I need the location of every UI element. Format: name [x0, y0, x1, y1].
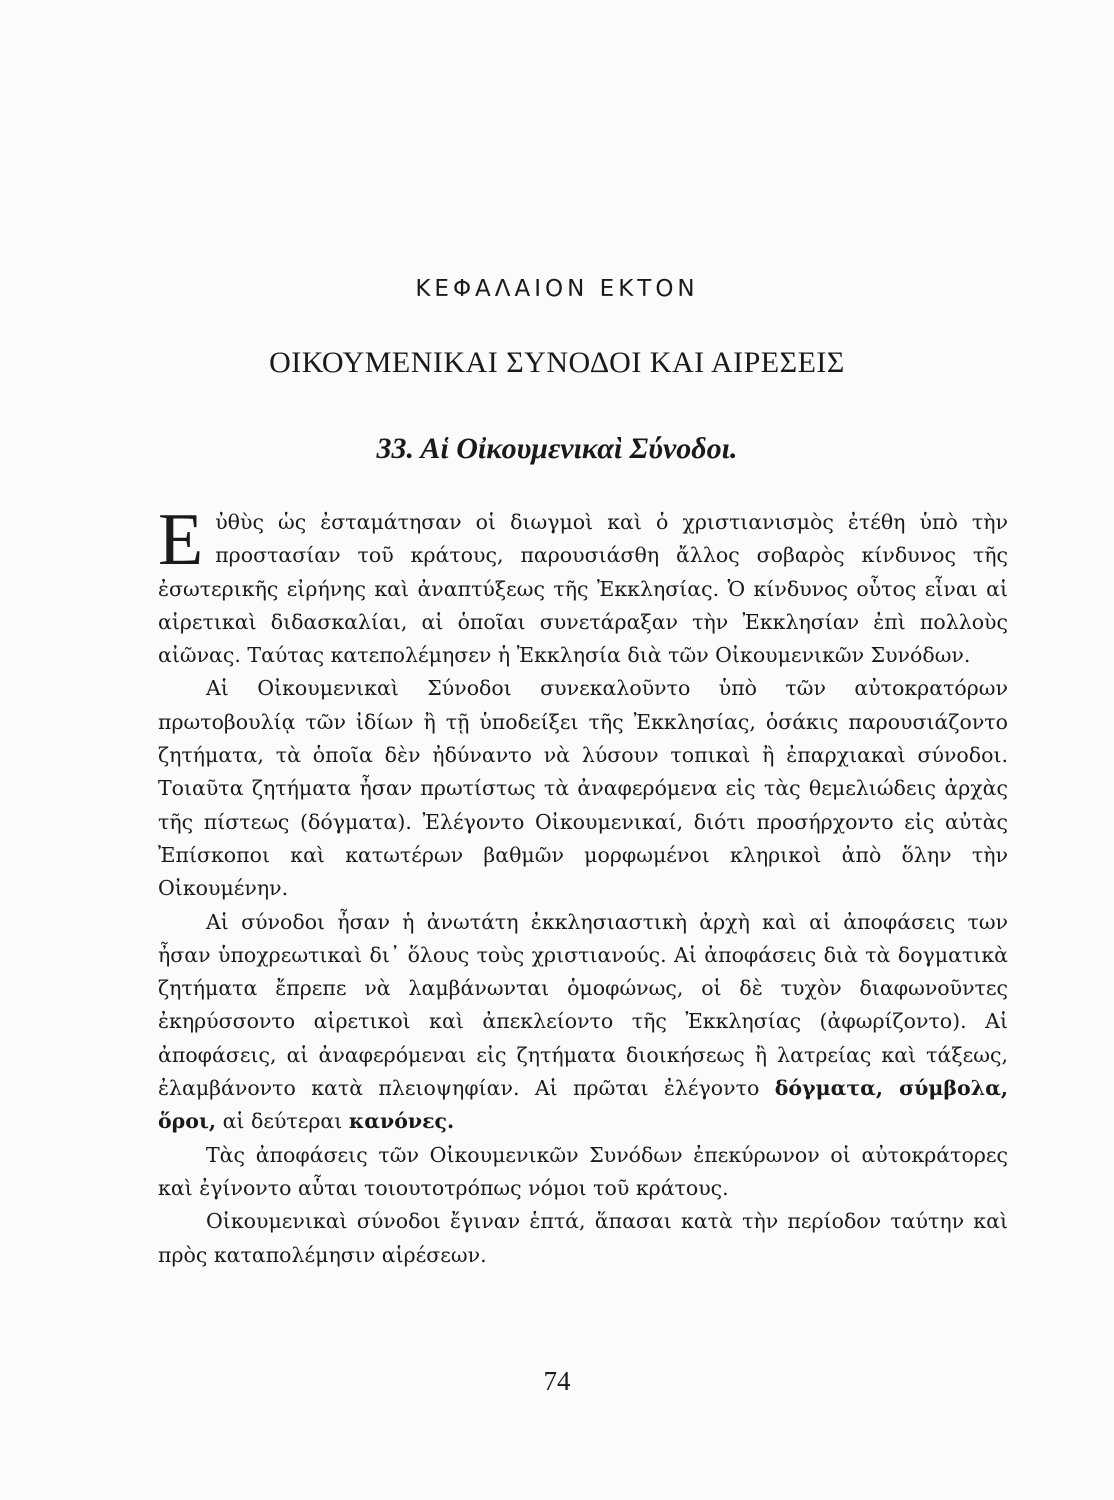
paragraph-3-text: Αἱ σύνοδοι ἦσαν ἡ ἀνωτάτη ἐκκλησιαστικὴ ἀρχὴ καὶ αἱ ἀποφάσεις των ἦσαν ὑποχρεωτικαὶ δι᾽ ὅλους τοὺς χριστιανούς. Αἱ ἀποφάσεις διὰ τὰ δογματικὰ ζητήματα ἔπρεπε νὰ λαμβάνωνται ὁμοφώνως, οἱ δὲ τυχὸν διαφωνοῦντες ἐκηρύσσοντο αἱρετικοὶ καὶ ἀπεκλείοντο τῆς Ἐκκλησίας (ἀφωρίζοντο). Αἱ ἀποφάσεις, αἱ ἀναφερόμεναι εἰς ζητήματα διοικήσεως ἢ λατρείας καὶ τάξεως, ἐλαμβάνοντο κατὰ πλειοψηφίαν. Αἱ πρῶται ἐλέγοντο [158, 909, 1008, 1101]
paragraph-1 [158, 499, 1008, 672]
emphasis-dogmata: δόγματα, σύμβολα, ὅροι, [158, 1076, 1008, 1134]
chapter-title: ΟΙΚΟΥΜΕΝΙΚΑΙ ΣΥΝΟΔΟΙ ΚΑΙ ΑΙΡΕΣΕΙΣ [269, 346, 845, 379]
paragraph-2: Αἱ Οἰκουμενικαὶ Σύνοδοι συνεκαλοῦντο ὑπὸ τῶν αὐτοκρατόρων πρωτοβουλίᾳ τῶν ἰδίων ἢ τῇ ὑποδείξει τῆς Ἐκκλησίας, ὁσάκις παρουσιάζοντο ζητήματα, τὰ ὁποῖα δὲν ἠδύναντο νὰ λύσουν τοπικαὶ ἢ ἐπαρχιακαὶ σύνοδοι. Τοιαῦτα ζητήματα ἦσαν πρωτίστως τὰ ἀναφερόμενα εἰς τὰς θεμελιώδεις ἀρχὰς τῆς πίστεως (δόγματα). Ἐλέγοντο Οἰκουμενικαί, διότι προσήρχοντο εἰς αὐτὰς Ἐπίσκοποι καὶ κατωτέρων βαθμῶν μορφωμένοι κληρικοὶ ἀπὸ ὅλην τὴν Οἰκουμένην. [158, 676, 1008, 901]
paragraph-3 [158, 906, 1008, 1139]
emphasis-kanones: κανόνες. [348, 1109, 455, 1134]
paragraph-4: Τὰς ἀποφάσεις τῶν Οἰκουμενικῶν Συνόδων ἐπεκύρωνον οἱ αὐτοκράτορες καὶ ἐγίνοντο αὗται τοιουτοτρόπως νόμοι τοῦ κράτους. [158, 1142, 1008, 1200]
chapter-heading: ΚΕΦΑΛΑΙΟΝ ΕΚΤΟΝ [415, 276, 699, 302]
body-text [158, 499, 1008, 1272]
section-title: 33. Αἱ Οἰκουμενικαὶ Σύνοδοι. [376, 432, 738, 465]
paragraph-3-mid: αἱ δεύτεραι [222, 1109, 343, 1134]
drop-cap: Ε [158, 499, 204, 581]
page-number: 74 [543, 1366, 571, 1396]
paragraph-5: Οἰκουμενικαὶ σύνοδοι ἔγιναν ἑπτά, ἅπασαι κατὰ τὴν περίοδον ταύτην καὶ πρὸς καταπολέμησιν αἱρέσεων. [158, 1209, 1008, 1267]
paragraph-1-text: ὐθὺς ὡς ἐσταμάτησαν οἱ διωγμοὶ καὶ ὁ χριστιανισμὸς ἐτέθη ὑπὸ τὴν προστασίαν τοῦ κράτους, παρουσιάσθη ἄλλος σοβαρὸς κίνδυνος τῆς ἐσωτερικῆς εἰρήνης καὶ ἀναπτύξεως τῆς Ἐκκλησίας. Ὁ κίνδυνος οὗτος εἶναι αἱ αἱρετικαὶ διδασκαλίαι, αἱ ὁποῖαι συνετάραξαν τὴν Ἐκκλησίαν ἐπὶ πολλοὺς αἰῶνας. Ταύτας κατεπολέμησεν ἡ Ἐκκλησία διὰ τῶν Οἰκουμενικῶν Συνόδων. [158, 510, 1008, 668]
